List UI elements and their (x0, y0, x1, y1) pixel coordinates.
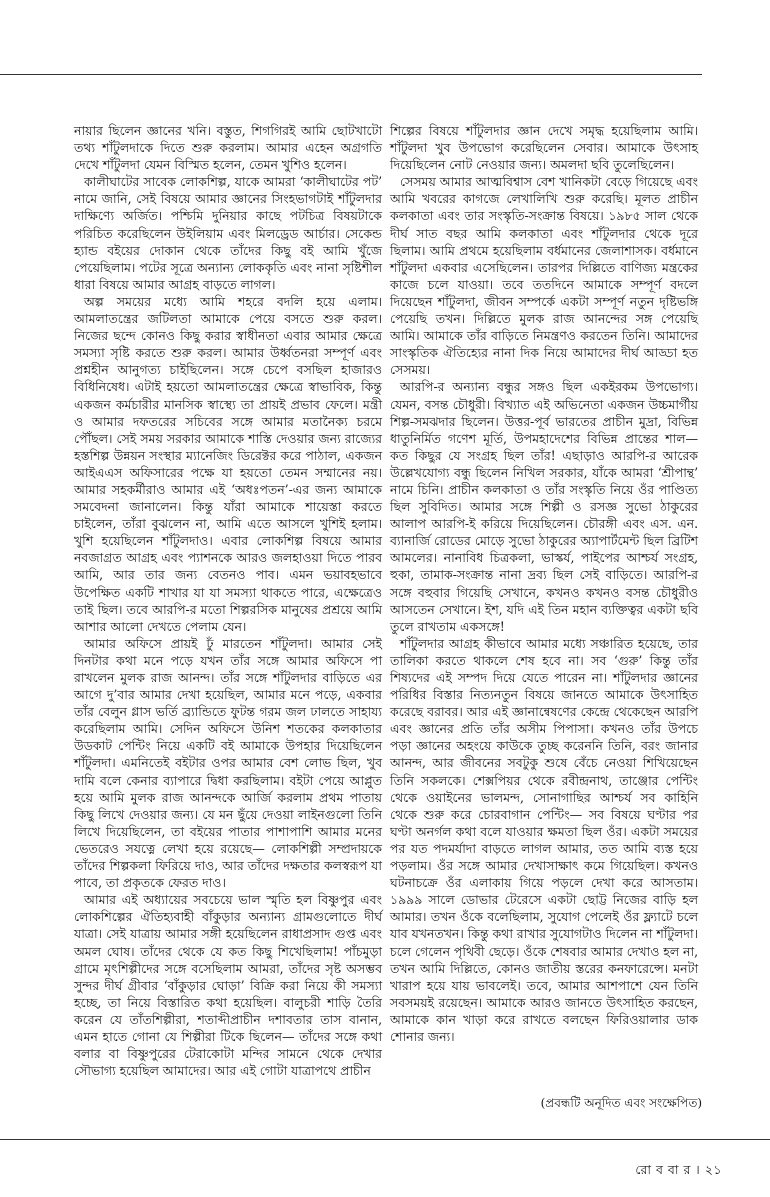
paragraph: আমার অফিসে প্রায়ই ঢুঁ মারতেন শাঁটুলদা। আমার সেই দিনটার কথা মনে পড়ে যখন তাঁর সঙ্গে আমার অফিসে পা রাখলেন মুলক রাজ আনন্দ। তাঁর সঙ্গে শাঁটুলদার বাড়িতে এর আগে দু’বার আমার দেখা হয়েছিল, আমার মনে পড়ে, একবার তাঁর বেলুন গ্লাস ভর্তি ব্র্যান্ডিতে ফুটন্ত গরম জল ঢালতে সাহায্য করেছিলাম আমি। সেদিন অফিসে উনিশ শতকের কলকাতার উডকাট পেন্টিং নিয়ে একটি বই আমাকে উপহার দিয়েছিলেন শাঁটুলদা। এমনিতেই বইটার ওপর আমার বেশ লোভ ছিল, খুব দামি বলে কেনার ব্যাপারে দ্বিধা করছিলাম। বইটা পেয়ে আপ্লুত হয়ে আমি মুলক রাজ আনন্দকে আর্জি করলাম প্রথম পাতায় কিছু লিখে দেওয়ার জন্য। যে মন ছুঁয়ে দেওয়া লাইনগুলো তিনি লিখে দিয়েছিলেন, তা বইয়ের পাতার পাশাপাশি আমার মনের ভেতরেও সযত্নে লেখা হয়ে রয়েছে— লোকশিল্পী সম্প্রদায়কে তাঁদের শিল্পকলা ফিরিয়ে দাও, আর তাঁদের দক্ষতার কলস্বরূপ যা পাবে, তা প্রকৃতকে ফেরত দাও। (74, 635, 382, 891)
paragraph: কালীঘাটের সাবেক লোকশিল্প, যাকে আমরা ‘কালীঘাটের পট’ নামে জানি, সেই বিষয়ে আমার জ্ঞানের সিংহভাগটাই শাঁটুলদার দাক্ষিণ্যে অর্জিত। পশ্চিমি দুনিয়ার কাছে পটচিত্র বিষয়টাকে পরিচিত করেছিলেন উইলিয়াম এবং মিলড্রেড আর্চার। সেকেন্ড হ্যান্ড বইয়ের দোকান থেকে তাঁদের কিছু বই আমি খুঁজে পেয়েছিলাম। পটের সূত্রে অন্যান্য লোককৃতি এবং নানা সৃষ্টিশীল ধারা বিষয়ে আমার আগ্রহ বাড়তে লাগল। (74, 174, 382, 292)
translation-note: (প্রবন্ধটি অনূদিত এবং সংক্ষেপিত) (540, 1096, 702, 1110)
paragraph: অল্প সময়ের মধ্যে আমি শহরে বদলি হয়ে এলাম। আমলাতন্ত্রের জটিলতা আমাকে পেয়ে বসতে শুরু করল। নিজের ছন্দে কোনও কিছু করার স্বাধীনতা এবার আমার ক্ষেত্রে সমস্যা সৃষ্টি করতে শুরু করল। আমার উর্ধ্বতনরা সম্পূর্ণ এবং প্রশ্নহীন আনুগত্য চাইছিলেন। সঙ্গে চেপে বসছিল হাজারও বিধিনিষেধ। এটাই হয়তো আমলাতন্ত্রের ক্ষেত্রে স্বাভাবিক, কিন্তু একজন কর্মচারীর মানসিক স্বাস্থ্যে তা প্রায়ই প্রভাব ফেলে। মন্ত্রী ও আমার দফতরের সচিবের সঙ্গে আমার মতানৈক্য চরমে পৌঁছল। সেই সময় সরকার আমাকে শাস্তি দেওয়ার জন্য রাজ্যের হস্তশিল্প উন্নয়ন সংস্থার ম্যানেজিং ডিরেক্টর করে পাঠাল, একজন আইএএস অফিসারের পক্ষে যা হয়তো তেমন সম্মানের নয়। আমার সহকর্মীরাও আমার এই ‘অধঃপতন’-এর জন্য আমাকে সমবেদনা জানালেন। কিন্তু যাঁরা আমাকে শায়েস্তা করতে চাইলেন, তাঁরা বুঝলেন না, আমি এতে আসলে খুশিই হলাম। খুশি হয়েছিলেন শাঁটুলদাও। এবার লোকশিল্প বিষয়ে আমার নবজাগ্রত আগ্রহ এবং প্যাশনকে আরও জলহাওয়া দিতে পারব আমি, আর তার জন্য বেতনও পাব। এমন ভয়াবহভাবে উপেক্ষিত একটি শাখার যা যা সমস্যা থাকতে পারে, এক্ষেত্রেও তাই ছিল। তবে আরপি-র মতো শিল্পরসিক মানুষের প্রশ্রয়ে আমি আশার আলো দেখতে পেলাম যেন। (74, 293, 382, 634)
paragraph: শিল্পের বিষয়ে শাঁটুলদার জ্ঞান দেখে সমৃদ্ধ হয়েছিলাম আমি। শাঁটুলদা খুব উপভোগ করেছিলেন সেবার। আমাকে উৎসাহ দিয়েছিলেন নোট নেওয়ার জন্য। অমলদা ছবি তুলেছিলেন। (390, 123, 698, 173)
bottom-rule (0, 1139, 770, 1140)
page-footer: রো ব বা র । ২১ (635, 1162, 722, 1177)
top-rule (0, 74, 702, 75)
article-column-right (390, 122, 698, 1045)
paragraph: শাঁটুলদার আগ্রহ কীভাবে আমার মধ্যে সঞ্চারিত হয়েছে, তার তালিকা করতে থাকলে শেষ হবে না। সব ‘গুরু’ কিন্তু তাঁর শিষ্যদের এই সম্পদ দিয়ে যেতে পারেন না। শাঁটুলদার জ্ঞানের পরিধির বিস্তার নিত্যনতুন বিষয়ে জানতে আমাকে উৎসাহিত করেছে বরাবর। আর এই জ্ঞানান্বেষণের কেন্দ্রে থেকেছেন আরপি এবং জ্ঞানের প্রতি তাঁর অসীম পিপাসা। কখনও তাঁর উপচে পড়া জ্ঞানের অহংয়ে কাউকে তুচ্ছ করেননি তিনি, বরং জানার আনন্দ, আর জীবনের সবটুকু শুষে বেঁচে নেওয়া শিখিয়েছেন তিনি সকলকে। শেক্সপিয়র থেকে রবীন্দ্রনাথ, তাঞ্জোর পেন্টিং থেকে ওয়াইনের ভালমন্দ, সোনাগাছির আশ্চর্য সব কাহিনি থেকে শুরু করে চোরবাগান পেন্টিং— সব বিষয়ে ঘণ্টার পর ঘণ্টা অনর্গল কথা বলে যাওয়ার ক্ষমতা ছিল ওঁর। একটা সময়ের পর যত পদমর্যাদা বাড়তে লাগল আমার, তত আমি ব্যস্ত হয়ে পড়লাম। ওঁর সঙ্গে আমার দেখাসাক্ষাৎ কমে গিয়েছিল। কখনও ঘটনাচক্রে ওঁর এলাকায় গিয়ে পড়লে দেখা করে আসতাম। ১৯৯৯ সালে ডোভার টেরেসে একটা ছোট্ট নিজের বাড়ি হল আমার। তখন ওঁকে বলেছিলাম, সুযোগ পেলেই ওঁর ফ্ল্যাটে চলে যাব যখনতখন। কিন্তু কথা রাখার সুযোগটাও দিলেন না শাঁটুলদা। চলে গেলেন পৃথিবী ছেড়ে। ওঁকে শেষবার আমার দেখাও হল না, তখন আমি দিল্লিতে, কোনও জাতীয় স্তরের কনফারেন্সে। মনটা খারাপ হয়ে যায় ভাবলেই। তবে, আমার আশপাশে যেন তিনি সবসময়ই রয়েছেন। আমাকে আরও জানতে উৎসাহিত করছেন, আমাকে কান খাড়া করে রাখতে বলছেন ফিরিওয়ালার ডাক শোনার জন্য। (390, 635, 698, 1044)
paragraph: সেসময় আমার আত্মবিশ্বাস বেশ খানিকটা বেড়ে গিয়েছে এবং আমি খবরের কাগজে লেখালিখি শুরু করেছি। মূলত প্রাচীন কলকাতা এবং তার সংস্কৃতি-সংক্রান্ত বিষয়ে। ১৯৮৫ সাল থেকে দীর্ঘ সাত বছর আমি কলকাতা এবং শাঁটুলদার থেকে দূরে ছিলাম। আমি প্রথমে হয়েছিলাম বর্ধমানের জেলাশাসক। বর্ধমানে শাঁটুলদা একবার এসেছিলেন। তারপর দিল্লিতে বাণিজ্য মন্ত্রকের কাজে চলে যাওয়া। তবে ততদিনে আমাকে সম্পূর্ণ বদলে দিয়েছেন শাঁটুলদা, জীবন সম্পর্কে একটা সম্পূর্ণ নতুন দৃষ্টিভঙ্গি পেয়েছি তখন। দিল্লিতে মুলক রাজ আনন্দের সঙ্গ পেয়েছি আমি। আমাকে তাঁর বাড়িতে নিমন্ত্রণও করতেন তিনি। আমাদের সাংস্কৃতিক ঐতিহ্যের নানা দিক নিয়ে আমাদের দীর্ঘ আড্ডা হত সেসময়। (390, 174, 698, 378)
paragraph: আমার এই অধ্যায়ের সবচেয়ে ভাল স্মৃতি হল বিষ্ণুপুর এবং লোকশিল্পের ঐতিহ্যবাহী বাঁকুড়ার অন্যান্য গ্রামগুলোতে দীর্ঘ যাত্রা। সেই যাত্রায় আমার সঙ্গী হয়েছিলেন রাধাপ্রসাদ গুপ্ত এবং অমল ঘোষ। তাঁদের থেকে যে কত কিছু শিখেছিলাম! পাঁচমুড়া গ্রামে মৃৎশিল্পীদের সঙ্গে বসেছিলাম আমরা, তাঁদের সৃষ্ট অসম্ভব সুন্দর দীর্ঘ গ্রীবার ‘বাঁকুড়ার ঘোড়া’ বিক্রি করা নিয়ে কী সমস্যা হচ্ছে, তা নিয়ে বিস্তারিত কথা হয়েছিল। বালুচরী শাড়ি তৈরি করেন যে তাঁতশিল্পীরা, শতাব্দীপ্রাচীন দশাবতার তাস বানান, এমন হাতে গোনা যে শিল্পীরা টিকে ছিলেন— তাঁদের সঙ্গে কথা বলার বা বিষ্ণুপুরের টেরাকোটা মন্দির সামনে থেকে দেখার সৌভাগ্য হয়েছিল আমাদের। আর এই গোটা যাত্রাপথে প্রাচীন (74, 892, 382, 1079)
article-column-left (74, 122, 382, 1079)
paragraph: আরপি-র অন্যান্য বন্ধুর সঙ্গও ছিল একইরকম উপভোগ্য। যেমন, বসন্ত চৌধুরী। বিখ্যাত এই অভিনেতা একজন উচ্চমার্গীয় শিল্প-সমঝদার ছিলেন। উত্তর-পূর্ব ভারতের প্রাচীন মুদ্রা, বিভিন্ন ধাতুনির্মিত গণেশ মূর্তি, উপমহাদেশের বিভিন্ন প্রান্তের শাল— কত কিছুর যে সংগ্রহ ছিল তাঁর! এছাড়াও আরপি-র আরেক উল্লেখযোগ্য বন্ধু ছিলেন নিখিল সরকার, যাঁকে আমরা ‘শ্রীপান্থ’ নামে চিনি। প্রাচীন কলকাতা ও তাঁর সংস্কৃতি নিয়ে ওঁর পাণ্ডিত্য ছিল সুবিদিত। আমার সঙ্গে শিল্পী ও রসজ্ঞ সুভো ঠাকুরের আলাপ আরপি-ই করিয়ে দিয়েছিলেন। চৌরঙ্গী এবং এস. এন. ব্যানার্জি রোডের মোড়ে সুভো ঠাকুরের অ্যাপার্টমেন্ট ছিল ব্রিটিশ আমলের। নানাবিধ চিত্রকলা, ভাস্কর্য, পাইপের আশ্চর্য সংগ্রহ, হুকা, তামাক-সংক্রান্ত নানা দ্রব্য ছিল সেই বাড়িতে। আরপি-র সঙ্গে বহুবার গিয়েছি সেখানে, কখনও কখনও বসন্ত চৌধুরীও আসতেন সেখানে। ইশ, যদি এই তিন মহান ব্যক্তিত্বর একটা ছবি তুলে রাখতাম একসঙ্গে! (390, 379, 698, 634)
paragraph: নায়ার ছিলেন জ্ঞানের খনি। বস্তুত, শিগগিরই আমি ছোটখাটো তথ্য শাঁটুলদাকে দিতে শুরু করলাম। আমার এহেন অগ্রগতি দেখে শাঁটুলদা যেমন বিস্মিত হলেন, তেমন খুশিও হলেন। (74, 123, 382, 173)
